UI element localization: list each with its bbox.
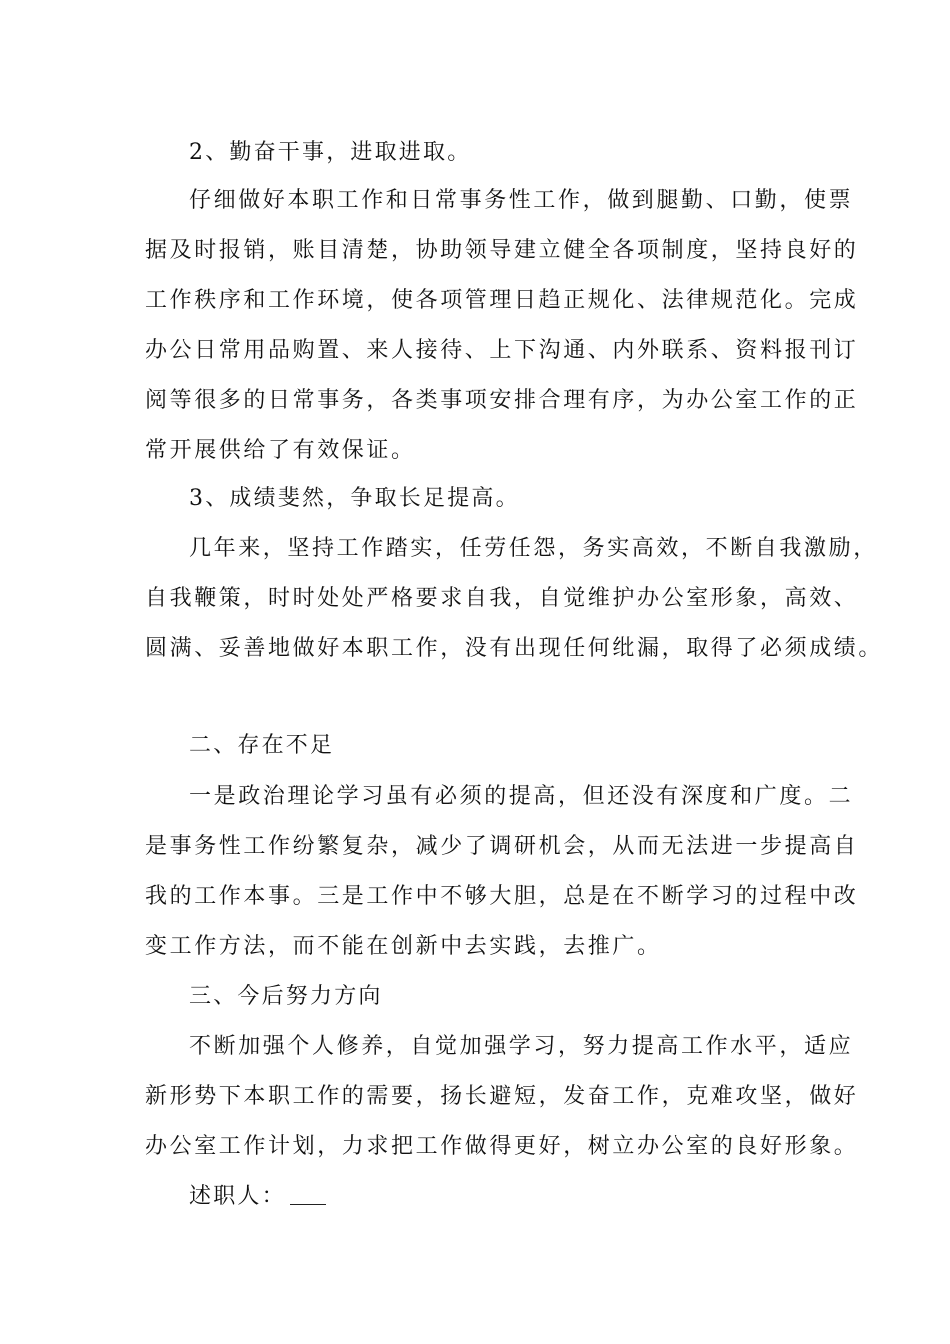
section-2-paragraph-line: 变工作方法，而不能在创新中去实践，去推广。 [145, 934, 662, 959]
section-2-heading: 二、存在不足 [189, 733, 335, 758]
item-2-paragraph-line: 据及时报销，账目清楚，协助领导建立健全各项制度，坚持良好的 [145, 238, 859, 263]
item-3-paragraph-line: 自我鞭策，时时处处严格要求自我，自觉维护办公室形象，高效、 [145, 586, 859, 611]
item-3-paragraph-line: 几年来，坚持工作踏实，任劳任怨，务实高效，不断自我激励， [189, 536, 878, 561]
item-2-paragraph-line: 仔细做好本职工作和日常事务性工作，做到腿勤、口勤，使票 [189, 188, 854, 213]
section-2-paragraph-line: 一是政治理论学习虽有必须的提高，但还没有深度和广度。二 [189, 784, 854, 809]
section-3-paragraph-line: 新形势下本职工作的需要，扬长避短，发奋工作，克难攻坚，做好 [145, 1084, 859, 1109]
signature-blank [290, 1184, 326, 1205]
item-2-paragraph-line: 阅等很多的日常事务，各类事项安排合理有序，为办公室工作的正 [145, 388, 859, 413]
item-2-paragraph-line: 办公日常用品购置、来人接待、上下沟通、内外联系、资料报刊订 [145, 338, 859, 363]
section-3-paragraph-line: 不断加强个人修养，自觉加强学习，努力提高工作水平，适应 [189, 1034, 854, 1059]
item-2-paragraph-line: 工作秩序和工作环境，使各项管理日趋正规化、法律规范化。完成 [145, 288, 859, 313]
item-2-heading: 2、勤奋干事，进取进取。 [189, 140, 472, 165]
item-3-heading: 3、成绩斐然，争取长足提高。 [189, 486, 520, 511]
item-3-paragraph-line: 圆满、妥善地做好本职工作，没有出现任何纰漏，取得了必须成绩。 [145, 636, 884, 661]
section-3-paragraph-line: 办公室工作计划，力求把工作做得更好，树立办公室的良好形象。 [145, 1134, 859, 1159]
section-2-paragraph-line: 是事务性工作纷繁复杂，减少了调研机会，从而无法进一步提高自 [145, 834, 859, 859]
signature-line [189, 1182, 326, 1212]
section-2-paragraph-line: 我的工作本事。三是工作中不够大胆，总是在不断学习的过程中改 [145, 884, 859, 909]
item-2-paragraph-line: 常开展供给了有效保证。 [145, 438, 416, 463]
section-3-heading: 三、今后努力方向 [189, 984, 383, 1009]
signature-label: 述职人： [189, 1184, 286, 1209]
